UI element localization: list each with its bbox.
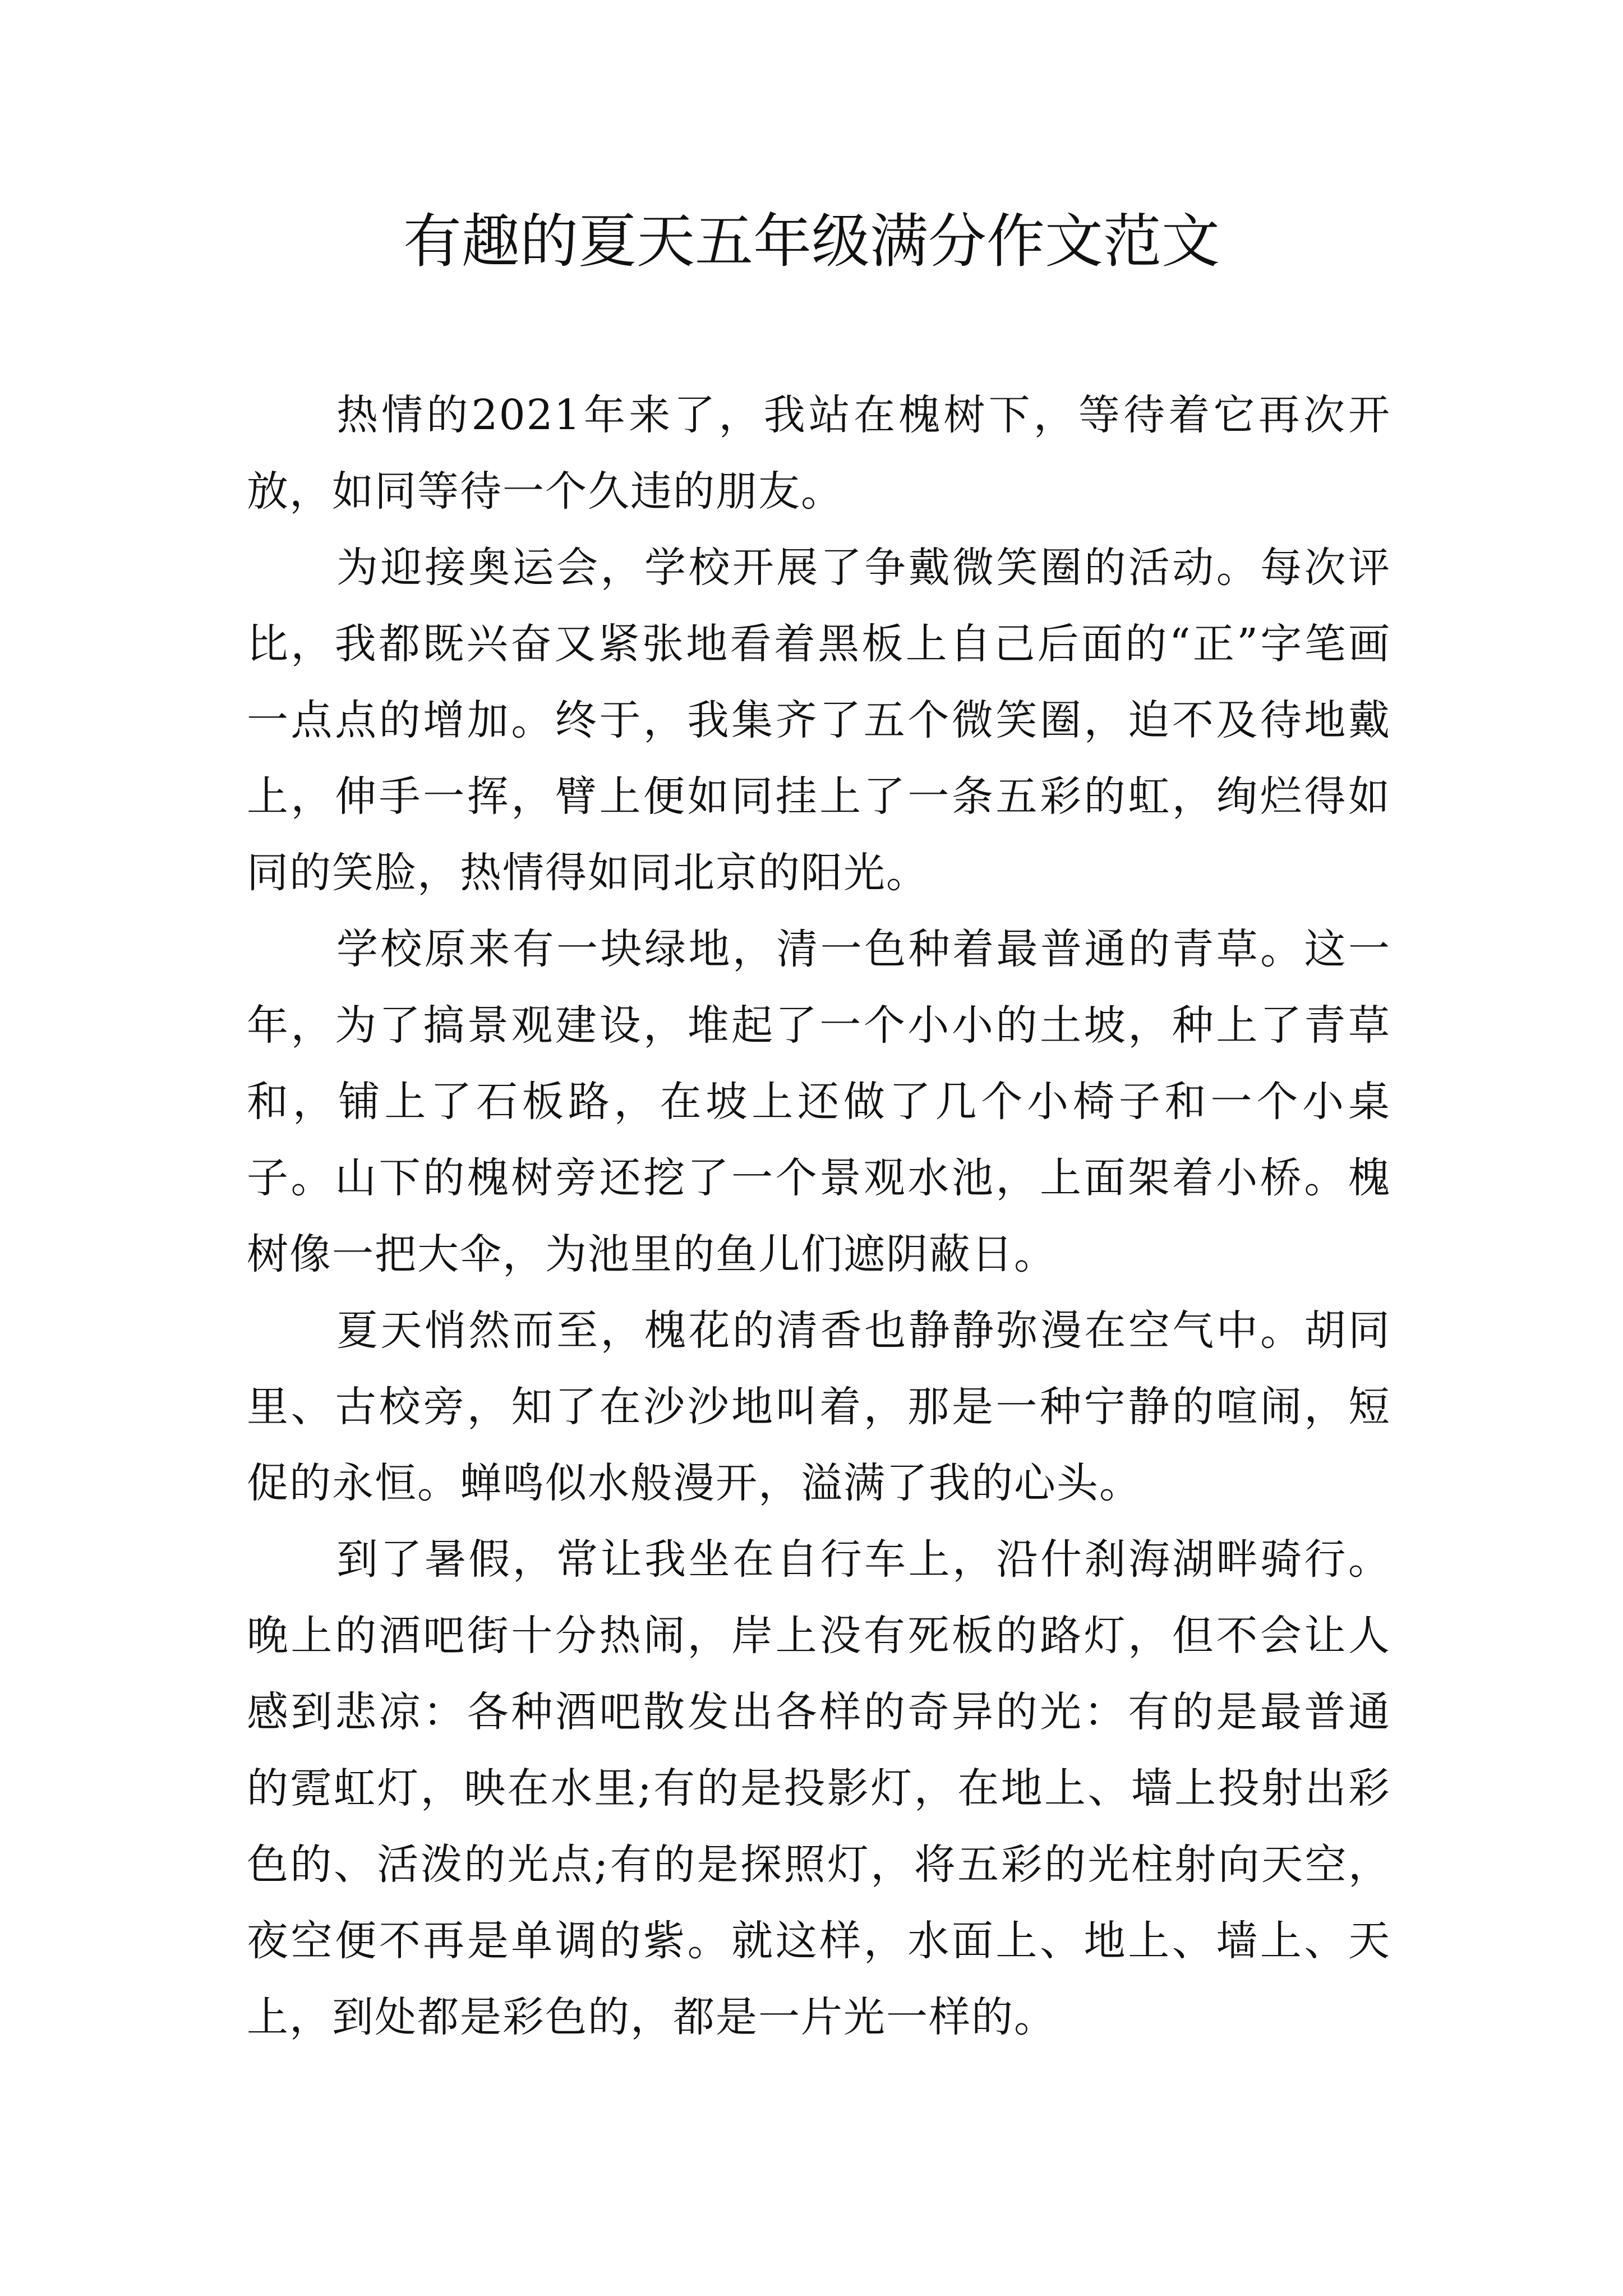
paragraph: 学校原来有一块绿地，清一色种着最普通的青草。这一年，为了搞景观建设，堆起了一个小小的土坡，种上了青草和，铺上了石板路，在坡上还做了几个小椅子和一个小桌子。山下的槐树旁还挖了一个景观水池，上面架着小桥。槐树像一把大伞，为池里的鱼儿们遮阴蔽日。: [247, 925, 1391, 1278]
document-title: 有趣的夏天五年级满分作文范文: [403, 207, 1220, 275]
paragraph: 到了暑假，常让我坐在自行车上，沿什刹海湖畔骑行。晚上的酒吧街十分热闹，岸上没有死板的路灯，但不会让人感到悲凉：各种酒吧散发出各样的奇异的光：有的是最普通的霓虹灯，映在水里;有的是投影灯，在地上、墙上投射出彩色的、活泼的光点;有的是探照灯，将五彩的光柱射向天空，夜空便不再是单调的紫。就这样，水面上、地上、墙上、天上，到处都是彩色的，都是一片光一样的。: [247, 1535, 1391, 2041]
paragraph: 为迎接奥运会，学校开展了争戴微笑圈的活动。每次评比，我都既兴奋又紧张地看着黑板上自己后面的“正”字笔画一点点的增加。终于，我集齐了五个微笑圈，迫不及待地戴上，伸手一挥，臂上便如同挂上了一条五彩的虹，绚烂得如同的笑脸，热情得如同北京的阳光。: [247, 544, 1391, 897]
document-body: [247, 377, 1391, 2055]
paragraph: 热情的2021年来了，我站在槐树下，等待着它再次开放，如同等待一个久违的朋友。: [247, 391, 1391, 516]
paragraph: 夏天悄然而至，槐花的清香也静静弥漫在空气中。胡同里、古校旁，知了在沙沙地叫着，那是一种宁静的喧闹，短促的永恒。蝉鸣似水般漫开，溢满了我的心头。: [247, 1306, 1391, 1507]
